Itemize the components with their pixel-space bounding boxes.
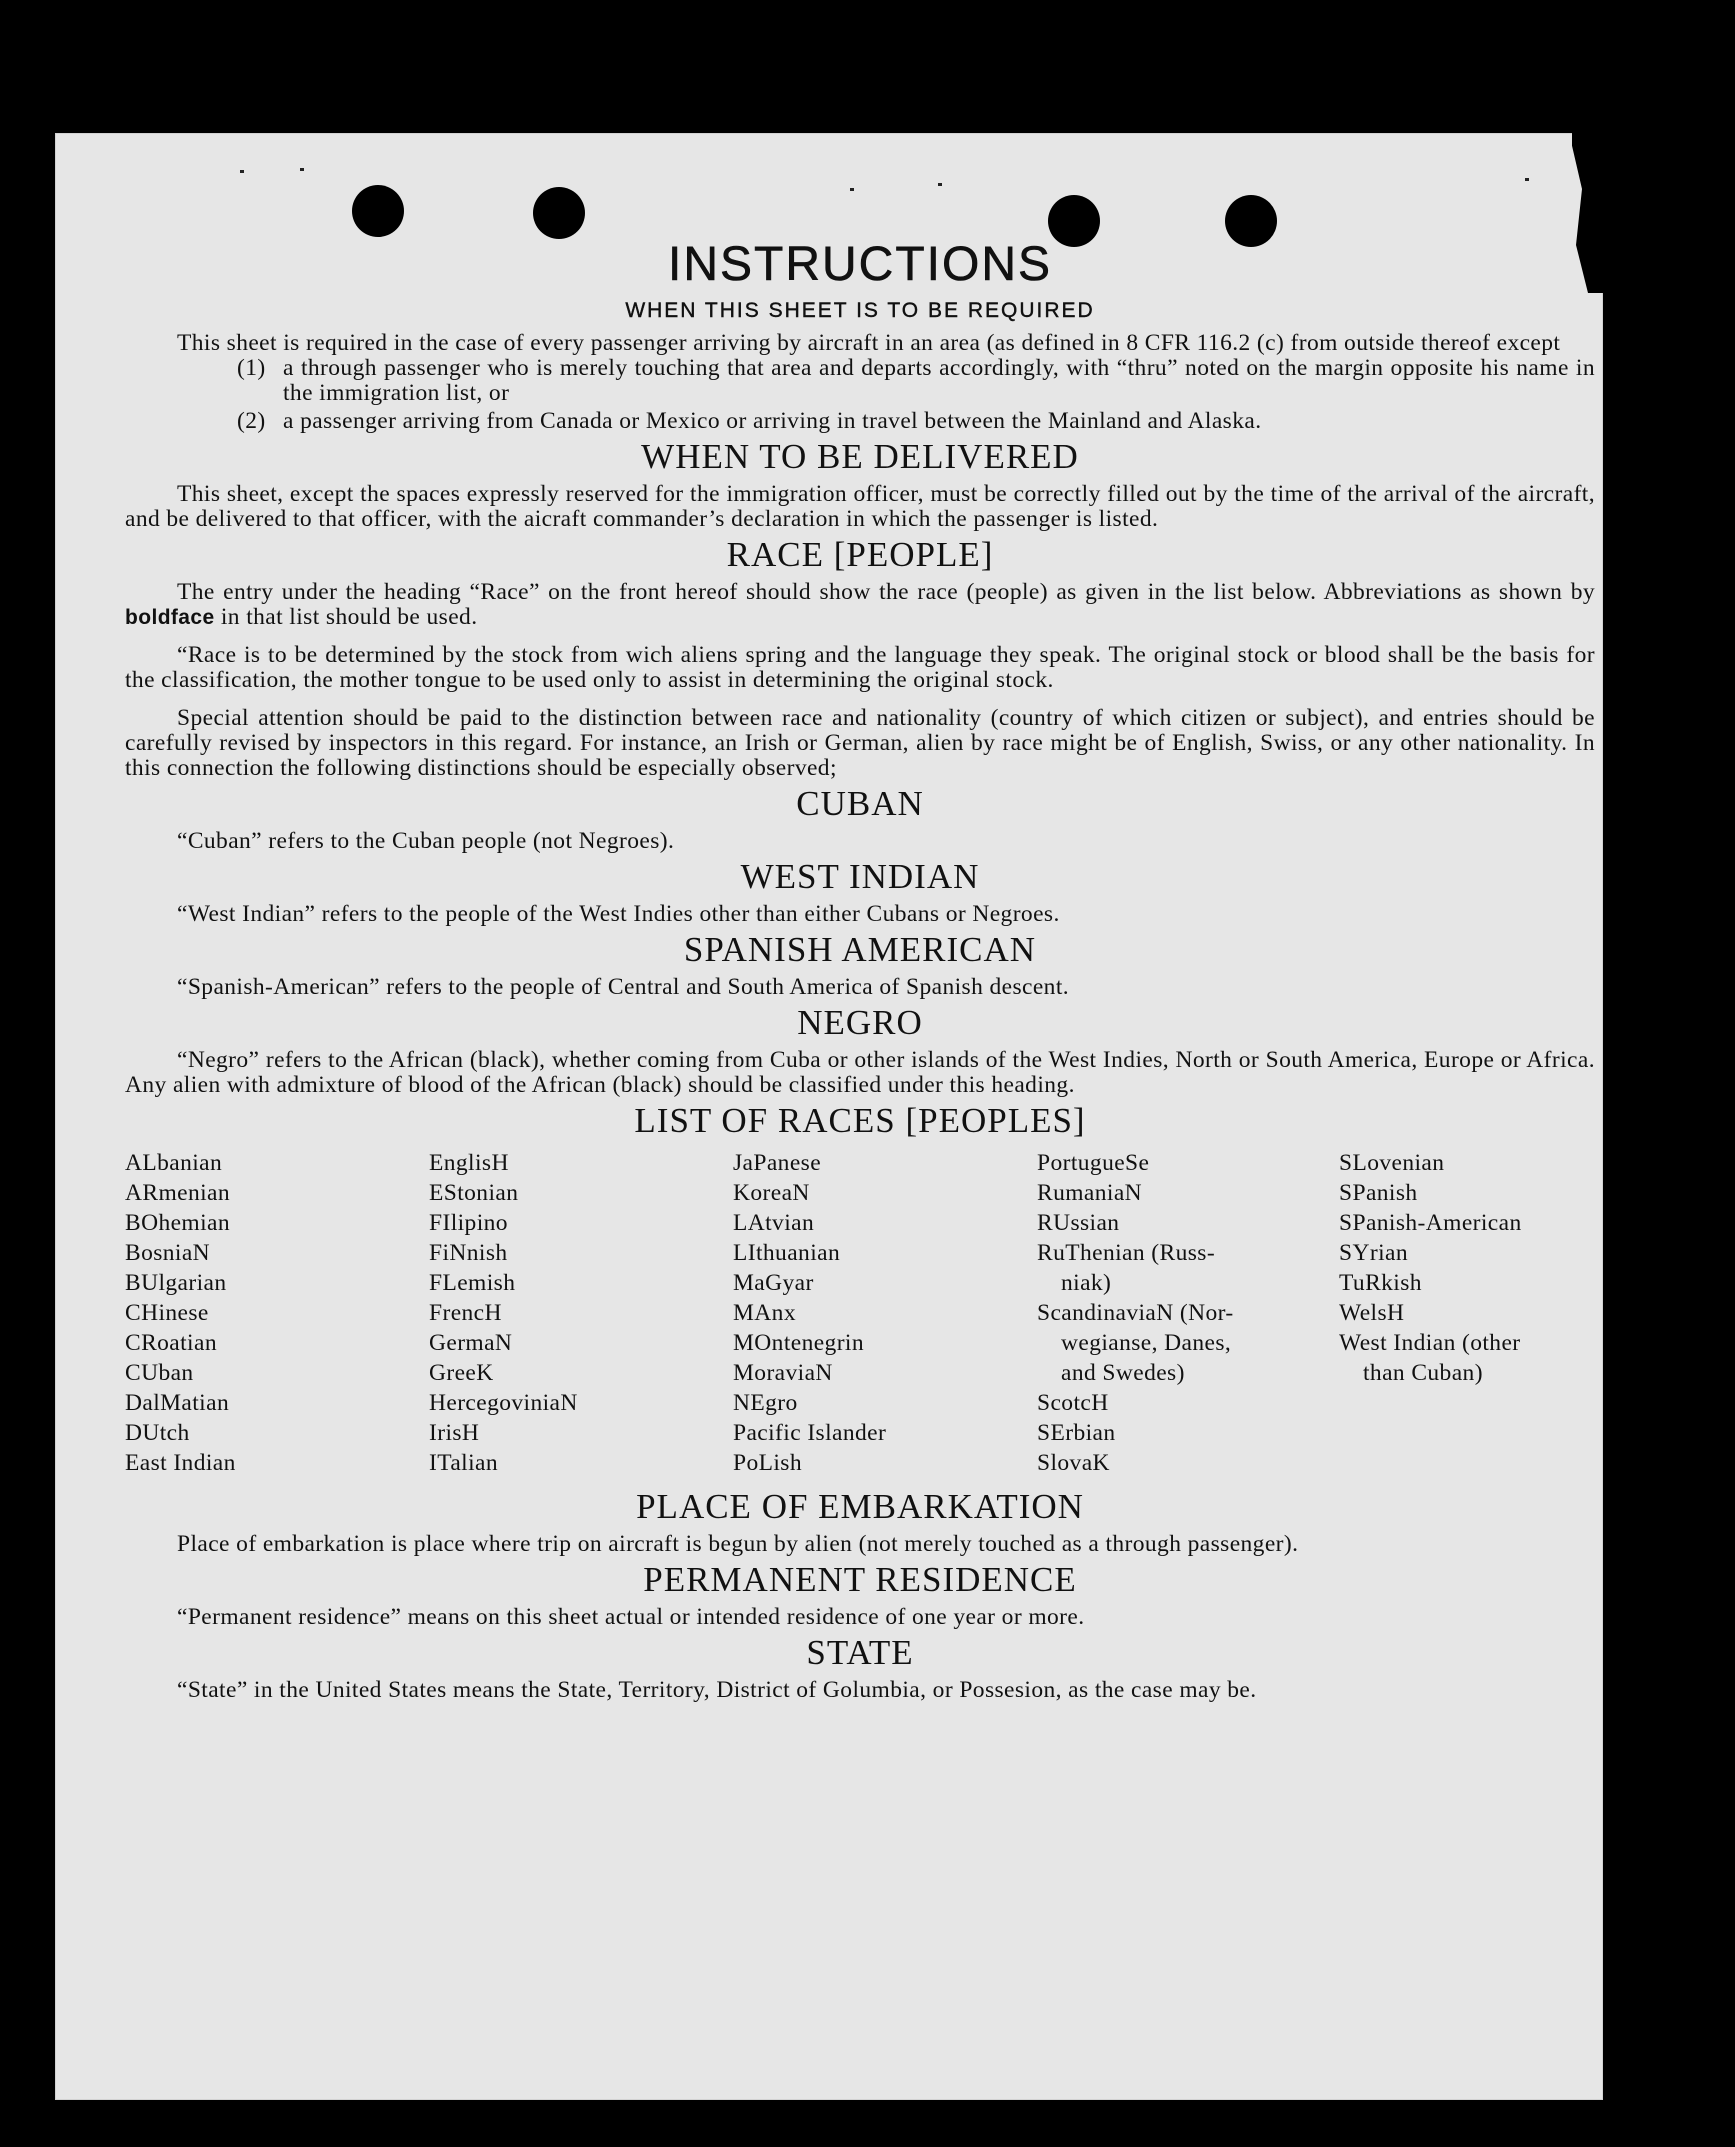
race-item: BosniaN bbox=[125, 1240, 211, 1266]
race-paragraph-2: “Race is to be determined by the stock from wich aliens spring and the language they speak. The original stock or blood shall be the basis for the classification, the mother tongue to be used only to assist in determining the original stock. bbox=[125, 642, 1595, 693]
race-item: MoraviaN bbox=[733, 1360, 833, 1386]
race-item: DUtch bbox=[125, 1420, 190, 1446]
race-text: in that list should be used. bbox=[220, 604, 478, 630]
exception-text: a through passenger who is merely touching that area and departs accordingly, with “thru” noted on the margin opposite his name in the immigration list, or bbox=[283, 355, 1595, 406]
race-item: BUlgarian bbox=[125, 1270, 227, 1296]
page-subtitle: WHEN THIS SHEET IS TO BE REQUIRED bbox=[625, 299, 1095, 322]
race-paragraph-3: Special attention should be paid to the distinction between race and nationality (country of which citizen or subject), and entries should be carefully revised by inspectors in this regard. For instance, an Irish or German, alien by race might be of English, Swiss, or any other nationality. In this connection the following distinctions should be especially observed; bbox=[125, 705, 1595, 781]
boldface-word: boldface bbox=[125, 606, 215, 629]
race-item: FIlipino bbox=[429, 1210, 508, 1236]
heading-place-of-embarkation: PLACE OF EMBARKATION bbox=[636, 1487, 1084, 1526]
race-item: KoreaN bbox=[733, 1180, 810, 1206]
speck bbox=[850, 188, 854, 191]
exception-item bbox=[237, 409, 1595, 434]
race-item: SErbian bbox=[1037, 1420, 1116, 1446]
races-column-5 bbox=[1339, 1148, 1599, 1478]
race-item: Pacific Islander bbox=[733, 1420, 887, 1446]
race-item: PortugueSe bbox=[1037, 1150, 1150, 1176]
races-column-1 bbox=[125, 1148, 429, 1478]
race-item: ALbanian bbox=[125, 1150, 223, 1176]
speck bbox=[240, 170, 244, 173]
race-item: GermaN bbox=[429, 1330, 513, 1356]
race-item: SPanish bbox=[1339, 1180, 1418, 1206]
race-item: EStonian bbox=[429, 1180, 519, 1206]
race-item-continuation: niak) bbox=[1061, 1270, 1112, 1296]
race-item-continuation: and Swedes) bbox=[1061, 1360, 1185, 1386]
race-item: LIthuanian bbox=[733, 1240, 841, 1266]
race-item: RUssian bbox=[1037, 1210, 1120, 1236]
heading-cuban: CUBAN bbox=[796, 784, 924, 823]
race-item: ScotcH bbox=[1037, 1390, 1109, 1416]
race-item: CUban bbox=[125, 1360, 194, 1386]
speck bbox=[1525, 178, 1529, 181]
exception-item bbox=[237, 356, 1595, 406]
race-item: ARmenian bbox=[125, 1180, 231, 1206]
race-item: ITalian bbox=[429, 1450, 499, 1476]
race-item: West Indian (other bbox=[1339, 1330, 1521, 1356]
race-item: LAtvian bbox=[733, 1210, 815, 1236]
race-item: SLovenian bbox=[1339, 1150, 1445, 1176]
punch-hole bbox=[352, 185, 404, 237]
delivered-paragraph: This sheet, except the spaces expressly reserved for the immigration officer, must be correctly filled out by the time of the arrival of the aircraft, and be delivered to that officer, with the aicraft commander’s declaration in which the passenger is listed. bbox=[125, 481, 1595, 532]
race-item: IrisH bbox=[429, 1420, 480, 1446]
race-item: ScandinaviaN (Nor- bbox=[1037, 1300, 1234, 1326]
heading-list-of-races: LIST OF RACES [PEOPLES] bbox=[634, 1101, 1086, 1140]
race-item: SYrian bbox=[1339, 1240, 1408, 1266]
race-item: FrencH bbox=[429, 1300, 502, 1326]
race-item: MAnx bbox=[733, 1300, 796, 1326]
page-title: INSTRUCTIONS bbox=[668, 238, 1052, 291]
punch-hole bbox=[533, 187, 585, 239]
speck bbox=[300, 168, 304, 171]
residence-paragraph: “Permanent residence” means on this sheet actual or intended residence of one year or more. bbox=[177, 1604, 1085, 1630]
exception-text: a passenger arriving from Canada or Mexico or arriving in travel between the Mainland and Alaska. bbox=[283, 408, 1262, 434]
heading-race: RACE [PEOPLE] bbox=[726, 535, 994, 574]
west-indian-paragraph: “West Indian” refers to the people of the West Indies other than either Cubans or Negroes. bbox=[177, 901, 1060, 927]
races-list bbox=[125, 1148, 1595, 1478]
race-item: MOntenegrin bbox=[733, 1330, 865, 1356]
race-item: FiNnish bbox=[429, 1240, 508, 1266]
negro-paragraph: “Negro” refers to the African (black), whether coming from Cuba or other islands of the West Indies, North or South America, Europe or Africa. Any alien with admixture of blood of the African (black) should be classified under this heading. bbox=[125, 1047, 1595, 1098]
cuban-paragraph: “Cuban” refers to the Cuban people (not Negroes). bbox=[177, 828, 675, 854]
race-item: MaGyar bbox=[733, 1270, 814, 1296]
heading-when-delivered: WHEN TO BE DELIVERED bbox=[641, 437, 1079, 476]
instructions-content bbox=[125, 240, 1595, 1703]
heading-west-indian: WEST INDIAN bbox=[740, 857, 980, 896]
race-item: RuThenian (Russ- bbox=[1037, 1240, 1216, 1266]
race-item: GreeK bbox=[429, 1360, 494, 1386]
race-item: FLemish bbox=[429, 1270, 516, 1296]
exception-number: (1) bbox=[237, 355, 266, 381]
speck bbox=[938, 183, 942, 186]
races-column-3 bbox=[733, 1148, 1037, 1478]
race-item: JaPanese bbox=[733, 1150, 822, 1176]
races-column-2 bbox=[429, 1148, 733, 1478]
race-item: TuRkish bbox=[1339, 1270, 1422, 1296]
race-item: SPanish-American bbox=[1339, 1210, 1522, 1236]
race-item: CRoatian bbox=[125, 1330, 217, 1356]
race-item: EnglisH bbox=[429, 1150, 509, 1176]
race-item: WelsH bbox=[1339, 1300, 1405, 1326]
exception-number: (2) bbox=[237, 408, 266, 434]
spanish-american-paragraph: “Spanish-American” refers to the people of Central and South America of Spanish descent. bbox=[177, 974, 1070, 1000]
race-item: East Indian bbox=[125, 1450, 236, 1476]
race-item: RumaniaN bbox=[1037, 1180, 1143, 1206]
race-item: BOhemian bbox=[125, 1210, 231, 1236]
race-item-continuation: than Cuban) bbox=[1363, 1360, 1483, 1386]
embarkation-paragraph: Place of embarkation is place where trip on aircraft is begun by alien (not merely touched as a through passenger). bbox=[177, 1531, 1299, 1557]
race-item: SlovaK bbox=[1037, 1450, 1110, 1476]
race-item: CHinese bbox=[125, 1300, 209, 1326]
heading-permanent-residence: PERMANENT RESIDENCE bbox=[643, 1560, 1077, 1599]
heading-negro: NEGRO bbox=[797, 1003, 923, 1042]
race-text: The entry under the heading “Race” on the front hereof should show the race (people) as given in the list below. Abbreviations as shown by bbox=[177, 579, 1595, 605]
race-item: DalMatian bbox=[125, 1390, 230, 1416]
state-paragraph: “State” in the United States means the State, Territory, District of Golumbia, or Possesion, as the case may be. bbox=[177, 1677, 1257, 1703]
heading-spanish-american: SPANISH AMERICAN bbox=[683, 930, 1037, 969]
race-item-continuation: wegianse, Danes, bbox=[1061, 1330, 1232, 1356]
race-item: PoLish bbox=[733, 1450, 802, 1476]
heading-state: STATE bbox=[806, 1633, 914, 1672]
race-paragraph-1 bbox=[125, 580, 1595, 630]
races-column-4 bbox=[1037, 1148, 1339, 1478]
race-item: NEgro bbox=[733, 1390, 798, 1416]
intro-paragraph: This sheet is required in the case of every passenger arriving by aircraft in an area (as defined in 8 CFR 116.2 (c) from outside thereof except bbox=[177, 330, 1561, 356]
race-item: HercegoviniaN bbox=[429, 1390, 578, 1416]
